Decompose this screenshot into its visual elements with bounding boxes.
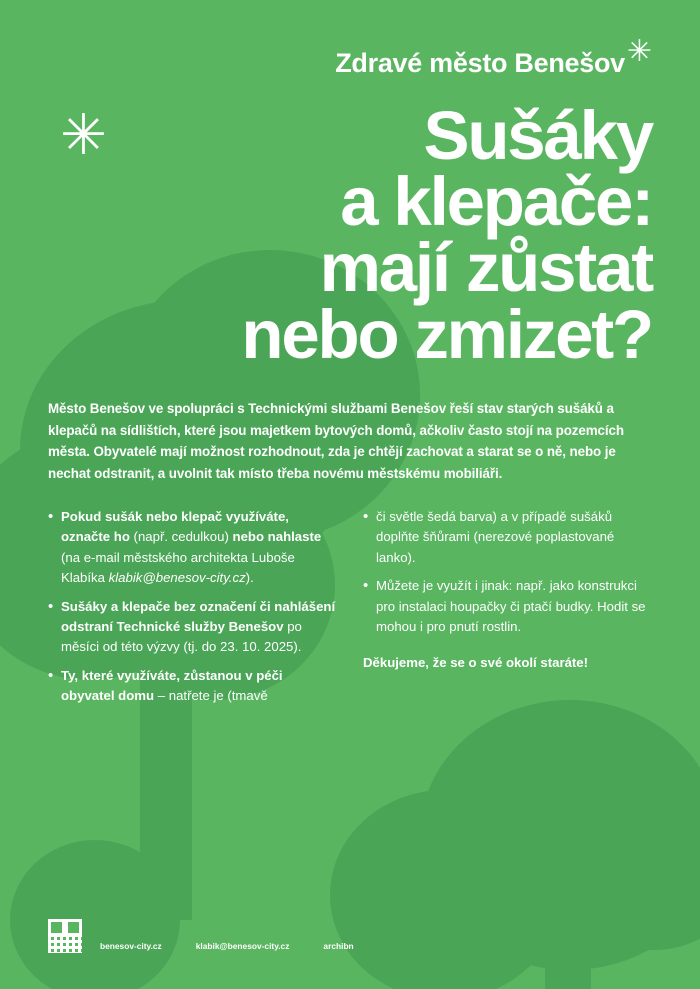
list-item-text: či světle šedá barva) a v případě sušáků doplňte šňůrami (nerezové poplastované lanko). bbox=[376, 508, 615, 565]
headline-line-1: Sušáky bbox=[423, 97, 652, 174]
column-right bbox=[363, 507, 652, 715]
list-item-text: nebo nahlaste bbox=[232, 529, 322, 545]
headline-line-3: mají zůstat bbox=[319, 229, 652, 307]
list-item bbox=[48, 507, 337, 589]
asterisk-icon: ✳ bbox=[626, 35, 652, 68]
headline-block bbox=[48, 97, 652, 373]
asterisk-large-icon: ✳ bbox=[60, 103, 107, 166]
list-item-text: Můžete je využít i jinak: např. jako konstrukci pro instalaci houpačky či ptačí budky. Hodit se mohou i pro pnutí rostlin. bbox=[376, 578, 646, 635]
list-item-text: Sušáky a klepače bez označení či nahlášení odstraní Technické služby Benešov bbox=[61, 598, 336, 635]
list-item-text: klabik@benesov-city.cz bbox=[108, 570, 246, 586]
list-item-text: – natřete je (tmavě bbox=[157, 688, 268, 704]
brand-title: Zdravé město Benešov bbox=[335, 48, 625, 78]
footer-link-studio[interactable]: archibn bbox=[323, 941, 354, 951]
list-item-text: Pokud sušák nebo klepač využíváte, označte ho bbox=[61, 508, 289, 545]
list-item-text: po měsíci od této výzvy (tj. do 23. 10. 2025). bbox=[61, 619, 302, 655]
bullet-list-right bbox=[363, 507, 652, 638]
body-columns bbox=[48, 507, 652, 715]
list-item-text: (např. cedulkou) bbox=[133, 529, 233, 545]
list-item-text: Ty, které využíváte, zůstanou v péči obyvatel domu bbox=[61, 667, 283, 704]
qr-code-icon[interactable] bbox=[48, 919, 82, 953]
page-title bbox=[48, 97, 652, 373]
footer-link-email[interactable]: klabik@benesov-city.cz bbox=[195, 941, 290, 951]
headline-line-2: a klepače: bbox=[340, 163, 652, 241]
headline-line-4: nebo zmizet? bbox=[241, 295, 652, 373]
column-left bbox=[48, 507, 337, 715]
footer-links bbox=[100, 941, 354, 953]
intro-paragraph: Město Benešov ve spolupráci s Technickými službami Benešov řeší stav starých sušáků a klepačů na sídlištích, které jsou majetkem bytových domů, ačkoliv často stojí na pozemcích města. Obyvatelé mají možnost rozhodnout, zda je chtějí zachovat a starat se o ně, nebo je nechat odstranit, a uvolnit tak místo třeba novému městskému mobiliáři. bbox=[48, 400, 624, 482]
list-item bbox=[48, 597, 337, 658]
thanks-text: Děkujeme, že se o své okolí staráte! bbox=[363, 655, 589, 671]
footer-link-website[interactable]: benesov-city.cz bbox=[100, 941, 162, 951]
list-item bbox=[363, 576, 652, 637]
bullet-list-left bbox=[48, 507, 337, 707]
list-item-text: ). bbox=[245, 570, 254, 586]
poster-header bbox=[48, 0, 652, 77]
poster-footer bbox=[48, 919, 652, 953]
list-item bbox=[48, 666, 337, 707]
list-item bbox=[363, 507, 652, 568]
list-item-text: (na e-mail městského architekta Luboše Klabíka bbox=[61, 549, 295, 586]
